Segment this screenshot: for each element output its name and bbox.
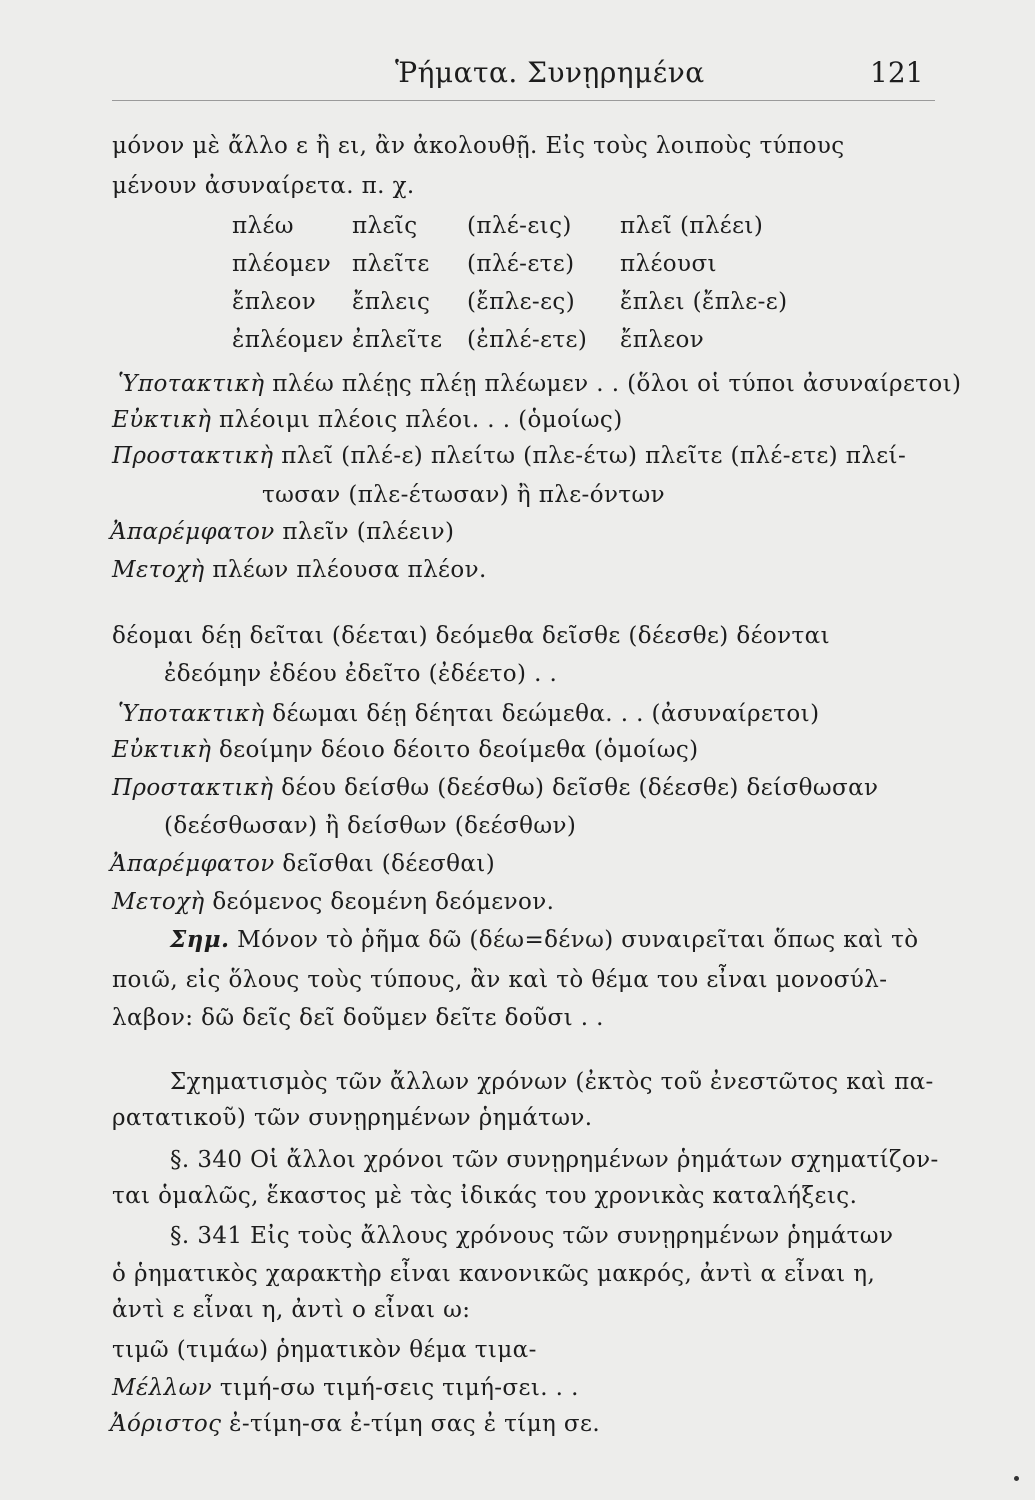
mood-label: Μετοχὴ bbox=[112, 557, 205, 583]
deomai-ypotaktiki bbox=[118, 700, 819, 728]
table-cell: πλέω bbox=[232, 213, 294, 239]
para-340-line-2: ται ὁμαλῶς, ἕκαστος μὲ τὰς ἰδικάς του χρονικὰς καταλήξεις. bbox=[112, 1183, 858, 1209]
table-cell: (ἐπλέ-ετε) bbox=[467, 327, 588, 353]
page-number: 121 bbox=[870, 56, 924, 89]
table-cell: πλέομεν bbox=[232, 251, 332, 277]
pleo-metochi bbox=[112, 556, 487, 584]
mood-forms: πλέω πλέῃς πλέῃ πλέωμεν . . (ὅλοι οἱ τύποι ἀσυναίρετοι) bbox=[272, 371, 962, 397]
mood-label: Ἀπαρέμφατον bbox=[110, 519, 275, 545]
mood-forms: πλεῖν (πλέειν) bbox=[282, 519, 455, 545]
table-cell: ἔπλεον bbox=[620, 327, 705, 353]
table-cell: πλεῖτε bbox=[352, 251, 430, 277]
note-label: Σημ. bbox=[170, 926, 230, 953]
mood-label: Προστακτικὴ bbox=[112, 775, 274, 801]
stray-ink-dot bbox=[1014, 1476, 1019, 1481]
table-cell: ἐπλεῖτε bbox=[352, 327, 443, 353]
table-cell: ἔπλεον bbox=[232, 289, 317, 315]
tense-label: Ἀόριστος bbox=[110, 1411, 222, 1437]
para-341-line-1: §. 341 Εἰς τοὺς ἄλλους χρόνους τῶν συνῃρημένων ῥημάτων bbox=[170, 1223, 894, 1249]
table-cell: ἔπλει (ἔπλε-ε) bbox=[620, 289, 788, 315]
table-cell: πλεῖς bbox=[352, 213, 418, 239]
mood-label: Ὑποτακτικὴ bbox=[118, 371, 265, 397]
para-341-line-2: ὁ ῥηματικὸς χαρακτὴρ εἶναι κανονικῶς μακρός, ἀντὶ α εἶναι η, bbox=[112, 1261, 876, 1287]
pleo-aparemfato bbox=[110, 518, 454, 546]
deomai-euktiki bbox=[112, 736, 699, 764]
table-cell: ἔπλεις bbox=[352, 289, 431, 315]
mood-label: Ἀπαρέμφατον bbox=[110, 851, 275, 877]
mood-label: Προστακτικὴ bbox=[112, 443, 274, 469]
note-line-1 bbox=[170, 926, 918, 954]
mood-forms: δέωμαι δέῃ δέηται δεώμεθα. . . (ἀσυναίρετοι) bbox=[272, 701, 820, 727]
mood-forms: πλέων πλέουσα πλέον. bbox=[212, 557, 487, 583]
deomai-line-1: δέομαι δέῃ δεῖται (δέεται) δεόμεθα δεῖσθε (δέεσθε) δέονται bbox=[112, 623, 831, 649]
table-cell: ἐπλέομεν bbox=[232, 327, 344, 353]
table-cell: πλεῖ (πλέει) bbox=[620, 213, 764, 239]
para-341-line-3: ἀντὶ ε εἶναι η, ἀντὶ ο εἶναι ω: bbox=[112, 1297, 471, 1323]
mood-label: Ὑποτακτικὴ bbox=[118, 701, 265, 727]
intro-line-1: μόνον μὲ ἄλλο ε ἢ ει, ἂν ἀκολουθῇ. Εἰς τοὺς λοιποὺς τύπους bbox=[112, 133, 845, 159]
deomai-metochi bbox=[112, 888, 554, 916]
pleo-euktiki bbox=[112, 406, 623, 434]
mood-label: Εὐκτικὴ bbox=[112, 407, 212, 433]
deomai-prostaktiki bbox=[112, 774, 878, 802]
deomai-aparemfato bbox=[110, 850, 495, 878]
pleo-prostaktiki-cont: τωσαν (πλε-έτωσαν) ἢ πλε-όντων bbox=[262, 482, 666, 508]
table-cell: (πλέ-ετε) bbox=[467, 251, 575, 277]
table-cell: (ἔπλε-ες) bbox=[467, 289, 576, 315]
note-line-3: λαβον: δῶ δεῖς δεῖ δοῦμεν δεῖτε δοῦσι . . bbox=[112, 1005, 604, 1031]
deomai-prostaktiki-cont: (δεέσθωσαν) ἢ δείσθων (δεέσθων) bbox=[164, 813, 577, 839]
pleo-prostaktiki bbox=[112, 442, 906, 470]
mood-forms: δεοίμην δέοιο δέοιτο δεοίμεθα (ὁμοίως) bbox=[218, 737, 699, 763]
section-heading-line-1: Σχηματισμὸς τῶν ἄλλων χρόνων (ἐκτὸς τοῦ ἐνεστῶτος καὶ πα- bbox=[170, 1069, 934, 1095]
note-line-2: ποιῶ, εἰς ὅλους τοὺς τύπους, ἂν καὶ τὸ θέμα του εἶναι μονοσύλ- bbox=[112, 967, 888, 993]
tense-forms: ἐ-τίμη-σα ἐ-τίμη σας ἐ τίμη σε. bbox=[229, 1411, 601, 1437]
para-340-line-1: §. 340 Οἱ ἄλλοι χρόνοι τῶν συνῃρημένων ῥημάτων σχηματίζον- bbox=[170, 1147, 939, 1173]
tense-forms: τιμή-σω τιμή-σεις τιμή-σει. . . bbox=[219, 1375, 579, 1401]
mood-forms: δέου δείσθω (δεέσθω) δεῖσθε (δέεσθε) δείσθωσαν bbox=[281, 775, 879, 801]
pleo-ypotaktiki bbox=[118, 370, 961, 398]
table-cell: (πλέ-εις) bbox=[467, 213, 572, 239]
mood-forms: δεόμενος δεομένη δεόμενον. bbox=[212, 889, 555, 915]
note-text: Μόνον τὸ ῥῆμα δῶ (δέω=δένω) συναιρεῖται ὅπως καὶ τὸ bbox=[237, 927, 919, 953]
mood-forms: πλέοιμι πλέοις πλέοι. . . (ὁμοίως) bbox=[218, 407, 623, 433]
deomai-line-2: ἐδεόμην ἐδέου ἐδεῖτο (ἐδέετο) . . bbox=[164, 661, 558, 687]
section-heading-line-2: ρατατικοῦ) τῶν συνῃρημένων ῥημάτων. bbox=[112, 1105, 593, 1131]
table-cell: πλέουσι bbox=[620, 251, 717, 277]
mood-forms: δεῖσθαι (δέεσθαι) bbox=[282, 851, 496, 877]
mood-label: Μετοχὴ bbox=[112, 889, 205, 915]
tense-label: Μέλλων bbox=[112, 1375, 213, 1401]
para-341-mellon bbox=[112, 1374, 579, 1402]
header-rule bbox=[112, 100, 935, 101]
running-header-title: Ῥήματα. Συνῃρημένα bbox=[395, 56, 705, 89]
para-341-aoristos bbox=[110, 1410, 600, 1438]
mood-label: Εὐκτικὴ bbox=[112, 737, 212, 763]
intro-line-2: μένουν ἀσυναίρετα. π. χ. bbox=[112, 173, 415, 199]
para-341-line-4: τιμῶ (τιμάω) ῥηματικὸν θέμα τιμα- bbox=[112, 1337, 537, 1363]
mood-forms: πλεῖ (πλέ-ε) πλείτω (πλε-έτω) πλεῖτε (πλέ-ετε) πλεί- bbox=[281, 443, 907, 469]
